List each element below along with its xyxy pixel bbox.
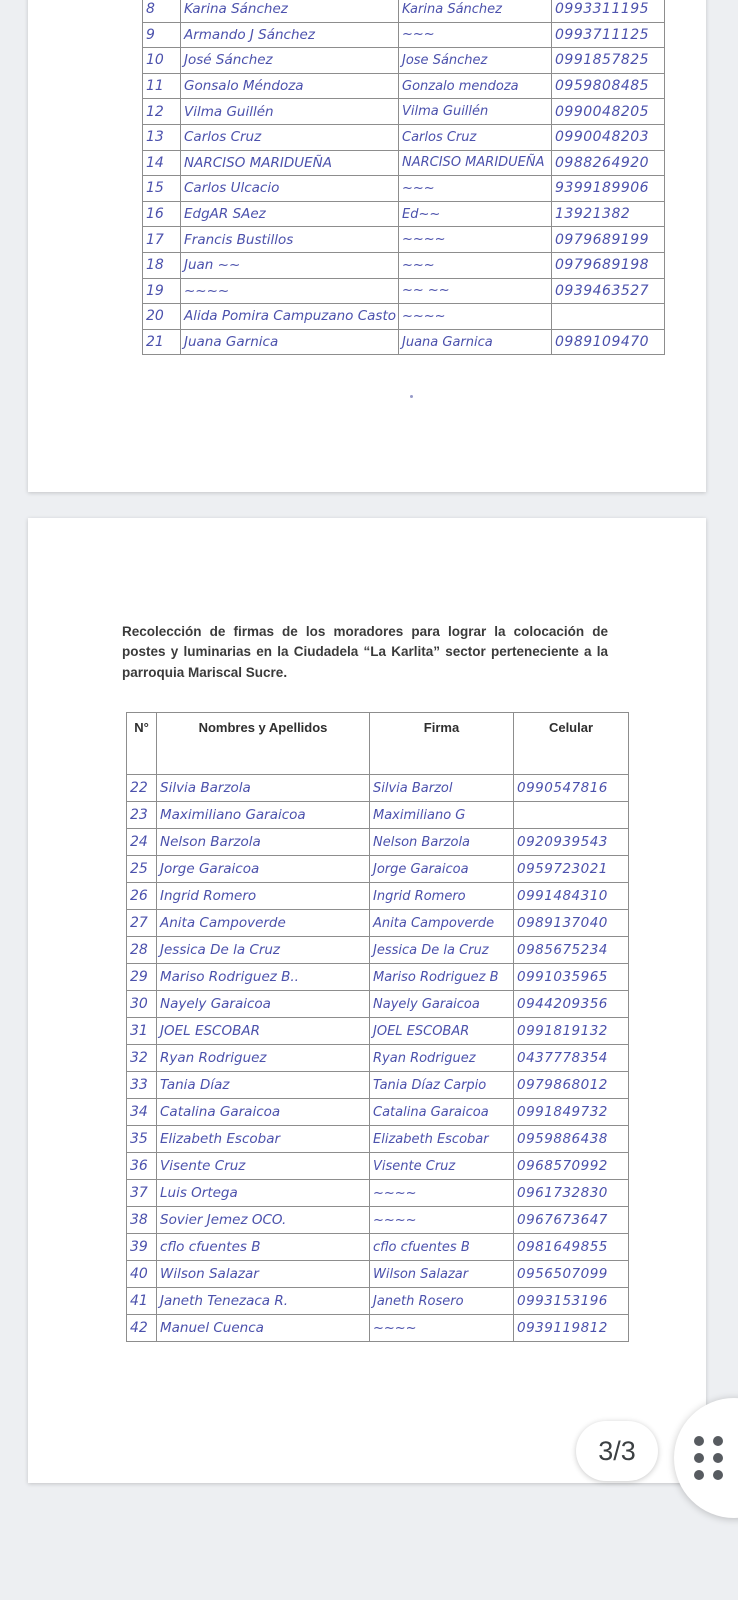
phone-cell: 0990048205 [552, 99, 665, 125]
table-row [143, 48, 665, 74]
n-cell: 22 [127, 775, 157, 802]
name-cell: Silvia Barzola [157, 775, 370, 802]
name-cell: EdgAR SAez [181, 201, 399, 227]
table-row [143, 201, 665, 227]
firma-cell: cflo cfuentes B [370, 1234, 514, 1261]
n-cell: 32 [127, 1045, 157, 1072]
n-cell: 31 [127, 1018, 157, 1045]
firma-cell: Ingrid Romero [370, 883, 514, 910]
n-cell: 41 [127, 1288, 157, 1315]
table-header-row [127, 713, 629, 775]
phone-cell: 0967673647 [514, 1207, 629, 1234]
name-cell: Carlos Ulcacio [181, 176, 399, 202]
name-cell: Alida Pomira Campuzano Casto [181, 304, 399, 330]
firma-cell: Janeth Rosero [370, 1288, 514, 1315]
table-row [143, 99, 665, 125]
phone-cell: 0991819132 [514, 1018, 629, 1045]
table-row [143, 73, 665, 99]
name-cell: Mariso Rodriguez B.. [157, 964, 370, 991]
n-cell: 38 [127, 1207, 157, 1234]
firma-cell: Ed~~ [399, 201, 552, 227]
name-cell: Juan ~~ [181, 252, 399, 278]
n-cell: 15 [143, 176, 181, 202]
table-row [143, 252, 665, 278]
name-cell: Manuel Cuenca [157, 1315, 370, 1342]
n-cell: 13 [143, 124, 181, 150]
phone-cell [514, 802, 629, 829]
table-row [143, 150, 665, 176]
name-cell: José Sánchez [181, 48, 399, 74]
header-firma: Firma [370, 713, 514, 775]
n-cell: 28 [127, 937, 157, 964]
firma-cell: Vilma Guillén [399, 99, 552, 125]
n-cell: 35 [127, 1126, 157, 1153]
firma-cell: ~~~~ [399, 304, 552, 330]
n-cell: 21 [143, 329, 181, 355]
phone-cell: 0956507099 [514, 1261, 629, 1288]
firma-cell: ~~~ [399, 22, 552, 48]
n-cell: 12 [143, 99, 181, 125]
name-cell: Luis Ortega [157, 1180, 370, 1207]
phone-cell: 0991857825 [552, 48, 665, 74]
n-cell: 17 [143, 227, 181, 253]
name-cell: JOEL ESCOBAR [157, 1018, 370, 1045]
table-row [127, 1207, 629, 1234]
header-celular: Celular [514, 713, 629, 775]
table-row [127, 883, 629, 910]
ink-speck [410, 395, 413, 398]
n-cell: 30 [127, 991, 157, 1018]
n-cell: 24 [127, 829, 157, 856]
phone-cell: 0959723021 [514, 856, 629, 883]
name-cell: Jorge Garaicoa [157, 856, 370, 883]
header-names: Nombres y Apellidos [157, 713, 370, 775]
table-row [127, 937, 629, 964]
phone-cell: 0989137040 [514, 910, 629, 937]
scanned-page-top [28, 0, 706, 492]
firma-cell: Carlos Cruz [399, 124, 552, 150]
name-cell: Tania Díaz [157, 1072, 370, 1099]
phone-cell: 0991484310 [514, 883, 629, 910]
n-cell: 42 [127, 1315, 157, 1342]
firma-cell: ~~~~ [399, 227, 552, 253]
name-cell: Gonsalo Méndoza [181, 73, 399, 99]
table-row [127, 1180, 629, 1207]
name-cell: Visente Cruz [157, 1153, 370, 1180]
firma-cell: Jose Sánchez [399, 48, 552, 74]
n-cell: 34 [127, 1099, 157, 1126]
table-row [127, 802, 629, 829]
name-cell: Anita Campoverde [157, 910, 370, 937]
phone-cell: 0961732830 [514, 1180, 629, 1207]
name-cell: Armando J Sánchez [181, 22, 399, 48]
n-cell: 9 [143, 22, 181, 48]
firma-cell: ~~~~ [370, 1180, 514, 1207]
firma-cell: Ryan Rodriguez [370, 1045, 514, 1072]
phone-cell: 0979689198 [552, 252, 665, 278]
phone-cell: 0939119812 [514, 1315, 629, 1342]
n-cell: 40 [127, 1261, 157, 1288]
n-cell: 25 [127, 856, 157, 883]
firma-cell: ~~~ [399, 252, 552, 278]
name-cell: Vilma Guillén [181, 99, 399, 125]
firma-cell: Visente Cruz [370, 1153, 514, 1180]
table-row [127, 964, 629, 991]
firma-cell: Catalina Garaicoa [370, 1099, 514, 1126]
phone-cell: 0981649855 [514, 1234, 629, 1261]
table-row [143, 278, 665, 304]
firma-cell: Juana Garnica [399, 329, 552, 355]
phone-cell: 0988264920 [552, 150, 665, 176]
name-cell: Jessica De la Cruz [157, 937, 370, 964]
n-cell: 33 [127, 1072, 157, 1099]
firma-cell: Elizabeth Escobar [370, 1126, 514, 1153]
n-cell: 19 [143, 278, 181, 304]
firma-cell: ~~ ~~ [399, 278, 552, 304]
firma-cell: Jessica De la Cruz [370, 937, 514, 964]
n-cell: 23 [127, 802, 157, 829]
phone-cell: 0939463527 [552, 278, 665, 304]
table-row [143, 176, 665, 202]
firma-cell: ~~~~ [370, 1315, 514, 1342]
table-row [127, 829, 629, 856]
table-row [127, 910, 629, 937]
firma-cell: Karina Sánchez [399, 0, 552, 22]
n-cell: 14 [143, 150, 181, 176]
table-row [127, 775, 629, 802]
firma-cell: Maximiliano G [370, 802, 514, 829]
signature-table-rows-8-21 [142, 0, 665, 355]
table-row [143, 304, 665, 330]
name-cell: NARCISO MARIDUEÑA [181, 150, 399, 176]
name-cell: Elizabeth Escobar [157, 1126, 370, 1153]
n-cell: 29 [127, 964, 157, 991]
n-cell: 16 [143, 201, 181, 227]
n-cell: 26 [127, 883, 157, 910]
name-cell: Karina Sánchez [181, 0, 399, 22]
name-cell: Sovier Jemez OCO. [157, 1207, 370, 1234]
name-cell: cflo cfuentes B [157, 1234, 370, 1261]
table-row [127, 856, 629, 883]
table-row [143, 22, 665, 48]
name-cell: ~~~~ [181, 278, 399, 304]
table-row [127, 1288, 629, 1315]
phone-cell: 0959886438 [514, 1126, 629, 1153]
n-cell: 39 [127, 1234, 157, 1261]
table-row [143, 227, 665, 253]
phone-cell: 0959808485 [552, 73, 665, 99]
phone-cell: 0920939543 [514, 829, 629, 856]
grid-dots-icon [694, 1436, 723, 1480]
phone-cell: 0944209356 [514, 991, 629, 1018]
table-row [127, 1018, 629, 1045]
document-heading: Recolección de firmas de los moradores para lograr la colocación de postes y luminarias en la Ciudadela “La Karlita” sector perteneciente a la parroquia Mariscal Sucre. [122, 624, 608, 680]
n-cell: 11 [143, 73, 181, 99]
name-cell: Carlos Cruz [181, 124, 399, 150]
phone-cell: 0979868012 [514, 1072, 629, 1099]
table-row [127, 1099, 629, 1126]
phone-cell: 0991849732 [514, 1099, 629, 1126]
header-number: N° [127, 713, 157, 775]
name-cell: Nayely Garaicoa [157, 991, 370, 1018]
firma-cell: Jorge Garaicoa [370, 856, 514, 883]
phone-cell: 13921382 [552, 201, 665, 227]
table-row [143, 0, 665, 22]
phone-cell: 0989109470 [552, 329, 665, 355]
phone-cell [552, 304, 665, 330]
firma-cell: ~~~~ [370, 1207, 514, 1234]
firma-cell: Nelson Barzola [370, 829, 514, 856]
table-row [143, 329, 665, 355]
name-cell: Janeth Tenezaca R. [157, 1288, 370, 1315]
n-cell: 37 [127, 1180, 157, 1207]
firma-cell: Tania Díaz Carpio [370, 1072, 514, 1099]
firma-cell: ~~~ [399, 176, 552, 202]
firma-cell: NARCISO MARIDUEÑA [399, 150, 552, 176]
table-row [127, 1234, 629, 1261]
page-indicator-label: 3/3 [598, 1435, 636, 1466]
table-row [127, 1315, 629, 1342]
table-row [143, 124, 665, 150]
firma-cell: Wilson Salazar [370, 1261, 514, 1288]
table-row [127, 1153, 629, 1180]
name-cell: Ingrid Romero [157, 883, 370, 910]
phone-cell: 0979689199 [552, 227, 665, 253]
n-cell: 10 [143, 48, 181, 74]
firma-cell: Mariso Rodriguez B [370, 964, 514, 991]
name-cell: Francis Bustillos [181, 227, 399, 253]
phone-cell: 0993311195 [552, 0, 665, 22]
firma-cell: JOEL ESCOBAR [370, 1018, 514, 1045]
firma-cell: Silvia Barzol [370, 775, 514, 802]
table-row [127, 1126, 629, 1153]
phone-cell: 0968570992 [514, 1153, 629, 1180]
table-row [127, 1261, 629, 1288]
name-cell: Ryan Rodriguez [157, 1045, 370, 1072]
phone-cell: 0993153196 [514, 1288, 629, 1315]
n-cell: 18 [143, 252, 181, 278]
scanned-page-bottom [28, 518, 706, 1483]
phone-cell: 0991035965 [514, 964, 629, 991]
phone-cell: 0990048203 [552, 124, 665, 150]
firma-cell: Nayely Garaicoa [370, 991, 514, 1018]
n-cell: 27 [127, 910, 157, 937]
table-row [127, 1072, 629, 1099]
phone-cell: 9399189906 [552, 176, 665, 202]
name-cell: Catalina Garaicoa [157, 1099, 370, 1126]
firma-cell: Gonzalo mendoza [399, 73, 552, 99]
phone-cell: 0985675234 [514, 937, 629, 964]
phone-cell: 0993711125 [552, 22, 665, 48]
signature-table-rows-22-42 [126, 712, 629, 1342]
firma-cell: Anita Campoverde [370, 910, 514, 937]
name-cell: Juana Garnica [181, 329, 399, 355]
page-indicator [576, 1421, 658, 1481]
name-cell: Maximiliano Garaicoa [157, 802, 370, 829]
name-cell: Nelson Barzola [157, 829, 370, 856]
n-cell: 8 [143, 0, 181, 22]
table-row [127, 1045, 629, 1072]
table-row [127, 991, 629, 1018]
phone-cell: 0437778354 [514, 1045, 629, 1072]
n-cell: 36 [127, 1153, 157, 1180]
name-cell: Wilson Salazar [157, 1261, 370, 1288]
phone-cell: 0990547816 [514, 775, 629, 802]
n-cell: 20 [143, 304, 181, 330]
